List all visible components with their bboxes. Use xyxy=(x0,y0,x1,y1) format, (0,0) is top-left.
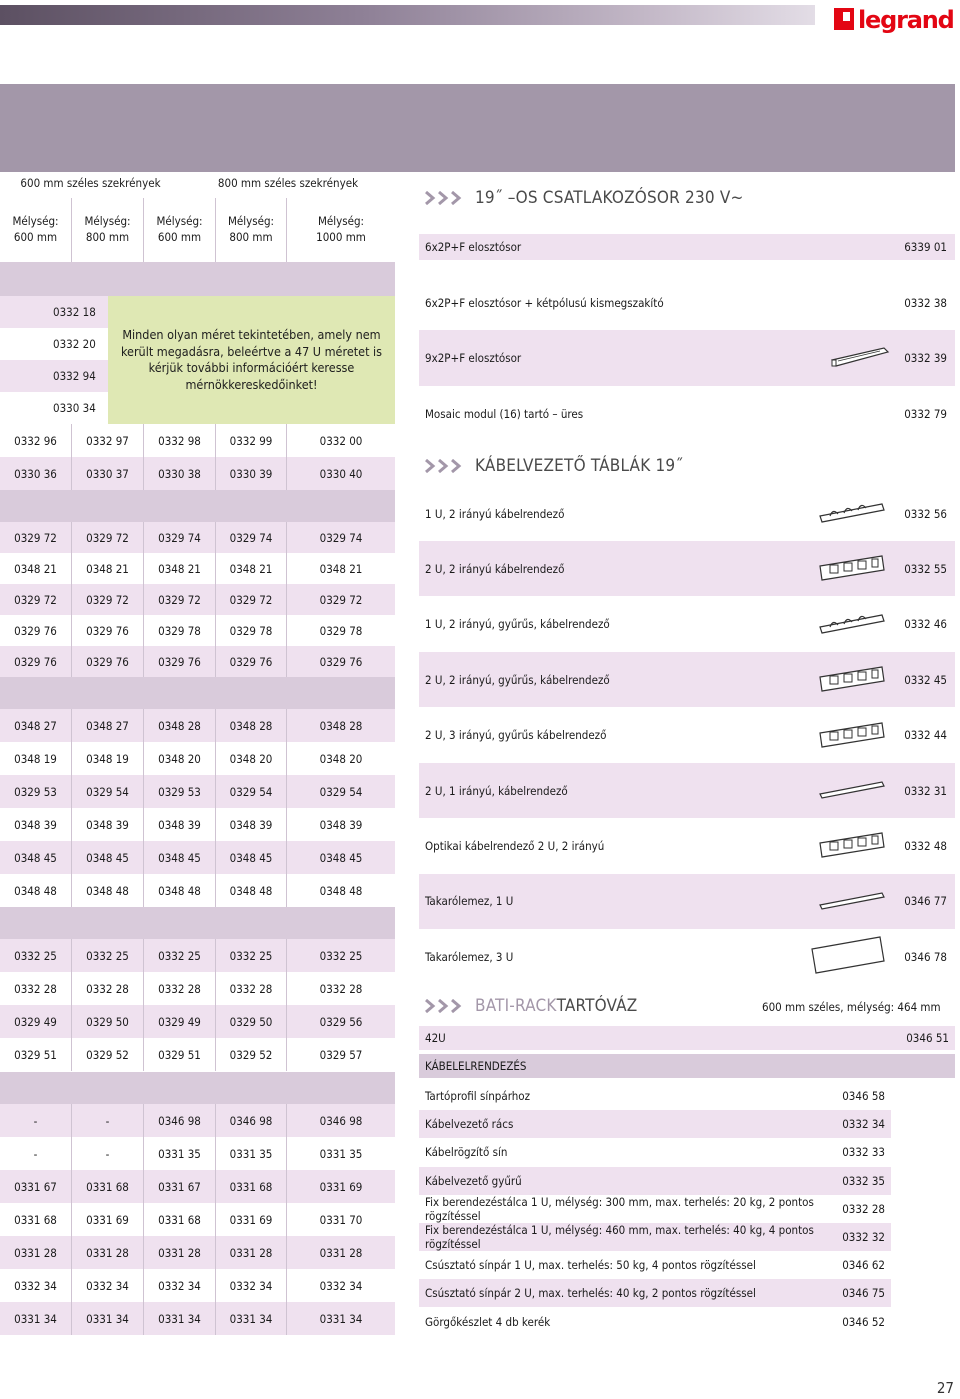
title-band xyxy=(0,84,955,172)
table-cell: 0346 98 xyxy=(319,1113,363,1128)
accessory-row: Görgőkészlet 4 db kerék 0346 52 xyxy=(419,1308,891,1336)
section-bar-3 xyxy=(0,677,395,709)
table-cell: 0348 45 xyxy=(216,841,287,874)
table-row xyxy=(0,1302,395,1335)
table-cell: 0346 98 xyxy=(216,1104,287,1137)
table-cell: 0329 72 xyxy=(319,592,363,607)
table-cell: 0331 34 xyxy=(144,1302,216,1335)
table-cell: 0332 97 xyxy=(72,424,144,457)
table-cell: 0329 54 xyxy=(319,784,363,799)
cable-panel-row: 2 U, 1 irányú, kábelrendező 0332 31 xyxy=(419,763,955,818)
depth-header-4: Mélység: 1000 mm xyxy=(316,214,366,244)
table-cell: 0348 48 xyxy=(0,874,72,907)
table-cell: 0330 40 xyxy=(319,466,363,481)
accessory-row: Csúsztató sínpár 1 U, max. terhelés: 50 kg, 4 pontos rögzítéssel 0346 62 xyxy=(419,1251,891,1279)
section-bar-4 xyxy=(0,907,395,939)
cable-manager-2u-icon xyxy=(816,552,890,585)
first-col-block xyxy=(0,296,108,424)
table-cell: 0331 68 xyxy=(0,1203,72,1236)
table-cell: 0348 28 xyxy=(144,709,216,742)
section-title-kabelvezeto: KÁBELVEZETŐ TÁBLÁK 19˝ xyxy=(425,452,683,480)
table-cell: 0348 39 xyxy=(0,808,72,841)
table-cell: 0332 98 xyxy=(144,424,216,457)
table-row xyxy=(0,808,395,841)
batirack-42u-row: 42U 0346 51 xyxy=(419,1026,955,1050)
first-col-cell: 0332 18 xyxy=(0,296,108,328)
table-cell: 0331 68 xyxy=(216,1170,287,1203)
connector-row: 6x2P+F elosztósor + kétpólusú kismegszakító 0332 38 xyxy=(419,275,955,330)
cable-panel-row: 2 U, 2 irányú, gyűrűs, kábelrendező 0332 45 xyxy=(419,652,955,707)
table-cell: 0331 34 xyxy=(72,1302,144,1335)
connector-row: Mosaic modul (16) tartó – üres 0332 79 xyxy=(419,386,955,442)
table-cell: 0331 28 xyxy=(0,1236,72,1269)
group-header-600: 600 mm széles szekrények xyxy=(0,172,181,194)
table-row xyxy=(0,584,395,615)
table-cell: - xyxy=(0,1104,72,1137)
table-cell: 0329 76 xyxy=(72,615,144,646)
table-cell: 0331 69 xyxy=(319,1179,363,1194)
table-cell: 0329 72 xyxy=(216,584,287,615)
blank-panel-3u-icon xyxy=(808,935,890,978)
table-cell: 0331 70 xyxy=(319,1212,363,1227)
table-cell: 0332 28 xyxy=(0,972,72,1005)
table-cell: 0332 25 xyxy=(216,939,287,972)
table-cell: 0329 72 xyxy=(0,584,72,615)
table-cell: 0332 99 xyxy=(216,424,287,457)
depth-header-0: Mélység: 600 mm xyxy=(0,198,72,262)
table-row xyxy=(0,939,395,972)
table-row xyxy=(0,709,395,742)
table-cell: 0348 27 xyxy=(0,709,72,742)
connector-row: 6x2P+F elosztósor 6339 01 xyxy=(419,234,955,260)
table-cell: 0332 28 xyxy=(216,972,287,1005)
table-cell: 0348 20 xyxy=(144,742,216,775)
table-cell: 0346 98 xyxy=(144,1104,216,1137)
table-cell: 0331 28 xyxy=(319,1245,363,1260)
table-cell: 0329 74 xyxy=(319,530,363,545)
table-cell: 0329 78 xyxy=(319,623,363,638)
table-row xyxy=(0,1005,395,1038)
table-cell: 0329 78 xyxy=(216,615,287,646)
table-cell: 0331 28 xyxy=(216,1236,287,1269)
table-cell: 0329 54 xyxy=(72,775,144,808)
table-row xyxy=(0,646,395,677)
table-cell: 0329 53 xyxy=(144,775,216,808)
table-cell: 0348 21 xyxy=(319,561,363,576)
table-cell: 0331 69 xyxy=(216,1203,287,1236)
cable-panel-row: 2 U, 3 irányú, gyűrűs kábelrendező 0332 44 xyxy=(419,708,955,763)
accessory-row: Csúsztató sínpár 2 U, max. terhelés: 40 kg, 2 pontos rögzítéssel 0346 75 xyxy=(419,1279,891,1307)
accessory-row: Kábelrögzítő sín 0332 33 xyxy=(419,1138,891,1166)
optical-cable-manager-icon xyxy=(816,829,890,862)
svg-text:legrand: legrand xyxy=(858,6,954,34)
table-cell: 0331 28 xyxy=(144,1236,216,1269)
cable-panel-row: Takarólemez, 3 U 0346 78 xyxy=(419,929,955,984)
section-bar-5 xyxy=(0,1072,395,1104)
table-cell: 0348 48 xyxy=(72,874,144,907)
table-cell: 0329 52 xyxy=(72,1038,144,1071)
table-cell: 0329 57 xyxy=(319,1047,363,1062)
table-cell: 0348 45 xyxy=(144,841,216,874)
depth-header-row xyxy=(0,198,395,262)
table-cell: 0332 25 xyxy=(144,939,216,972)
table-cell: 0331 35 xyxy=(144,1137,216,1170)
table-cell: 0348 48 xyxy=(144,874,216,907)
table-cell: 0331 28 xyxy=(72,1236,144,1269)
cable-panel-row: Takarólemez, 1 U 0346 77 xyxy=(419,874,955,929)
table-cell: 0329 52 xyxy=(216,1038,287,1071)
table-cell: 0348 21 xyxy=(144,553,216,584)
table-cell: 0331 34 xyxy=(216,1302,287,1335)
table-cell: 0332 25 xyxy=(72,939,144,972)
table-cell: 0348 21 xyxy=(0,553,72,584)
table-row xyxy=(0,1137,395,1170)
ring-cable-manager-3way-icon xyxy=(816,719,890,752)
depth-header-3: Mélység: 800 mm xyxy=(216,198,287,262)
accessory-row: Fix berendezéstálca 1 U, mélység: 460 mm, max. terhelés: 40 kg, 4 pontos rögzítéssel 0332 32 xyxy=(419,1223,891,1251)
table-row xyxy=(0,775,395,808)
table-cell: 0329 76 xyxy=(144,646,216,677)
table-cell: 0331 68 xyxy=(144,1203,216,1236)
table-cell: 0331 69 xyxy=(72,1203,144,1236)
table-cell: 0332 34 xyxy=(72,1269,144,1302)
section-title-batirack: BATI-RACK TARTÓVÁZ xyxy=(425,992,637,1020)
table-cell: 0329 49 xyxy=(0,1005,72,1038)
table-cell: 0329 78 xyxy=(144,615,216,646)
table-cell: 0330 39 xyxy=(216,457,287,490)
table-cell: 0348 21 xyxy=(72,553,144,584)
table-row xyxy=(0,522,395,553)
ring-cable-manager-2u-icon xyxy=(816,663,890,696)
power-strip-icon xyxy=(828,344,892,373)
table-cell: 0329 53 xyxy=(0,775,72,808)
table-cell: 0329 76 xyxy=(216,646,287,677)
table-row xyxy=(0,615,395,646)
table-cell: 0348 39 xyxy=(319,817,363,832)
table-cell: 0330 37 xyxy=(72,457,144,490)
table-row xyxy=(0,1236,395,1269)
table-row xyxy=(0,1104,395,1137)
table-cell: 0348 20 xyxy=(216,742,287,775)
table-row xyxy=(0,1038,395,1071)
table-cell: - xyxy=(72,1104,144,1137)
table-cell: 0332 34 xyxy=(319,1278,363,1293)
table-cell: 0329 72 xyxy=(72,522,144,553)
table-row xyxy=(0,424,395,457)
table-cell: 0329 72 xyxy=(0,522,72,553)
table-cell: 0329 54 xyxy=(216,775,287,808)
table-cell: 0332 28 xyxy=(144,972,216,1005)
table-row xyxy=(0,972,395,1005)
section-title-csatlakozosor: 19˝ –OS CSATLAKOZÓSOR 230 V~ xyxy=(425,184,744,212)
table-cell: 0329 72 xyxy=(144,584,216,615)
table-cell: 0348 48 xyxy=(216,874,287,907)
legrand-logo xyxy=(832,2,956,36)
table-row xyxy=(0,841,395,874)
first-col-cell: 0332 20 xyxy=(0,328,108,360)
table-cell: 0348 45 xyxy=(0,841,72,874)
triple-chevron-icon xyxy=(425,191,467,205)
table-cell: 0329 76 xyxy=(319,654,363,669)
table-cell: 0332 28 xyxy=(319,981,363,996)
table-cell: - xyxy=(0,1137,72,1170)
table-cell: 0329 50 xyxy=(72,1005,144,1038)
table-cell: 0331 67 xyxy=(0,1170,72,1203)
cable-panel-row: Optikai kábelrendező 2 U, 2 irányú 0332 48 xyxy=(419,818,955,873)
table-cell: 0348 20 xyxy=(319,751,363,766)
table-cell: 0348 19 xyxy=(0,742,72,775)
table-row xyxy=(0,874,395,907)
table-cell: 0332 25 xyxy=(319,948,363,963)
table-cell: 0329 50 xyxy=(216,1005,287,1038)
triple-chevron-icon xyxy=(425,999,467,1013)
cable-panel-row: 2 U, 2 irányú kábelrendező 0332 55 xyxy=(419,541,955,596)
page-number: 27 xyxy=(936,1379,954,1397)
table-cell: 0332 34 xyxy=(0,1269,72,1302)
table-cell: 0329 76 xyxy=(0,646,72,677)
table-cell: 0348 19 xyxy=(72,742,144,775)
section-bar-1 xyxy=(0,262,395,296)
table-cell: 0331 35 xyxy=(319,1146,363,1161)
first-col-cell: 0330 34 xyxy=(0,392,108,424)
table-cell: 0332 96 xyxy=(0,424,72,457)
connector-row: 9x2P+F elosztósor 0332 39 xyxy=(419,330,955,386)
table-row xyxy=(0,742,395,775)
accessory-row: Fix berendezéstálca 1 U, mélység: 300 mm, max. terhelés: 20 kg, 2 pontos rögzítéssel 0332 28 xyxy=(419,1195,891,1223)
table-row xyxy=(0,1203,395,1236)
cable-manager-1way-icon xyxy=(816,776,890,805)
table-cell: 0329 49 xyxy=(144,1005,216,1038)
table-cell: 0331 68 xyxy=(72,1170,144,1203)
table-cell: 0329 72 xyxy=(72,584,144,615)
depth-header-1: Mélység: 800 mm xyxy=(72,198,144,262)
cable-panel-row: 1 U, 2 irányú, gyűrűs, kábelrendező 0332 46 xyxy=(419,597,955,652)
table-cell: 0348 39 xyxy=(216,808,287,841)
header-gradient-bar xyxy=(0,5,815,25)
accessory-row: Kábelvezető rács 0332 34 xyxy=(419,1110,891,1138)
cable-panel-row: 1 U, 2 irányú kábelrendező 0332 56 xyxy=(419,486,955,541)
batirack-subtitle: 600 mm széles, mélység: 464 mm xyxy=(762,1000,941,1014)
table-cell: 0329 51 xyxy=(0,1038,72,1071)
table-cell: 0330 36 xyxy=(0,457,72,490)
table-cell: 0329 51 xyxy=(144,1038,216,1071)
table-cell: - xyxy=(72,1137,144,1170)
table-cell: 0348 28 xyxy=(216,709,287,742)
table-cell: 0332 25 xyxy=(0,939,72,972)
table-cell: 0348 39 xyxy=(72,808,144,841)
table-cell: 0331 35 xyxy=(216,1137,287,1170)
table-cell: 0348 48 xyxy=(319,883,363,898)
cable-manager-1u-icon xyxy=(816,498,890,529)
table-cell: 0348 45 xyxy=(319,850,363,865)
table-cell: 0348 27 xyxy=(72,709,144,742)
table-cell: 0348 45 xyxy=(72,841,144,874)
table-cell: 0332 28 xyxy=(72,972,144,1005)
table-row xyxy=(0,1269,395,1302)
info-note: Minden olyan méret tekintetében, amely nem került megadásra, beleértve a 47 U méretet is kérjük további információért keresse mérnökkereskedőinket! xyxy=(108,296,395,424)
table-row xyxy=(0,553,395,584)
table-cell: 0332 34 xyxy=(216,1269,287,1302)
accessory-row: Kábelvezető gyűrű 0332 35 xyxy=(419,1167,891,1195)
table-cell: 0329 76 xyxy=(72,646,144,677)
table-cell: 0329 74 xyxy=(144,522,216,553)
table-cell: 0348 21 xyxy=(216,553,287,584)
table-cell: 0331 34 xyxy=(0,1302,72,1335)
section-bar-2 xyxy=(0,490,395,522)
table-cell: 0348 39 xyxy=(144,808,216,841)
table-cell: 0332 34 xyxy=(144,1269,216,1302)
table-cell: 0348 28 xyxy=(319,718,363,733)
group-header-800: 800 mm széles szekrények xyxy=(181,172,395,194)
table-cell: 0332 00 xyxy=(319,433,363,448)
accessory-row: Tartóprofil sínpárhoz 0346 58 xyxy=(419,1082,891,1110)
depth-header-2: Mélység: 600 mm xyxy=(144,198,216,262)
table-cell: 0329 74 xyxy=(216,522,287,553)
table-row xyxy=(0,1170,395,1203)
table-row xyxy=(0,457,395,490)
table-cell: 0331 67 xyxy=(144,1170,216,1203)
table-cell: 0330 38 xyxy=(144,457,216,490)
ring-cable-manager-1u-icon xyxy=(816,609,890,640)
blank-panel-1u-icon xyxy=(816,887,890,916)
kabelelrendezes-header: KÁBELELRENDEZÉS xyxy=(419,1054,955,1078)
first-col-cell: 0332 94 xyxy=(0,360,108,392)
triple-chevron-icon xyxy=(425,459,467,473)
table-cell: 0329 56 xyxy=(319,1014,363,1029)
table-cell: 0331 34 xyxy=(319,1311,363,1326)
table-cell: 0329 76 xyxy=(0,615,72,646)
